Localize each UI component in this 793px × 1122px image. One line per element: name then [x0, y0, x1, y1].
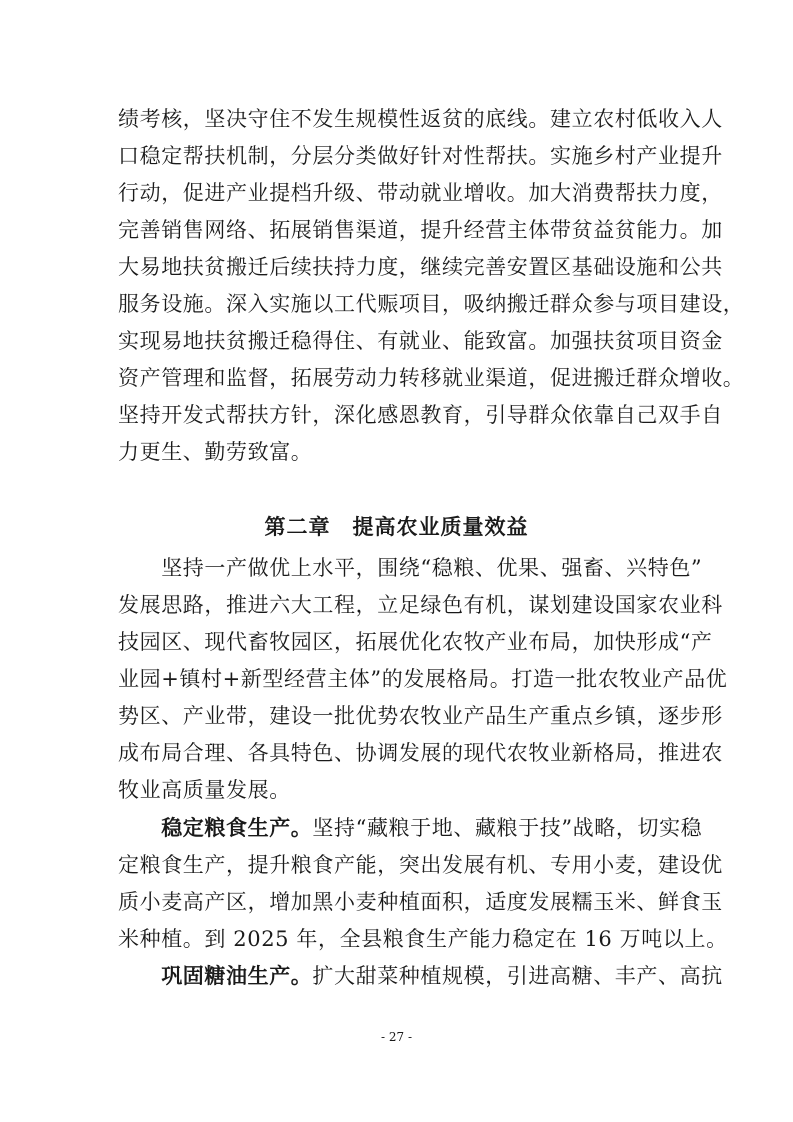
- page-number: - 27 -: [380, 1030, 412, 1044]
- body-line: 口稳定帮扶机制，分层分类做好针对性帮扶。实施乡村产业提升: [118, 144, 723, 168]
- grain-section-title: 稳定粮食生产。: [118, 816, 313, 840]
- sugar-paragraph-first-line: [118, 961, 723, 991]
- body-line: 定粮食生产，提升粮食产能，突出发展有机、专用小麦，建设优: [118, 853, 723, 877]
- body-line: 行动，促进产业提档升级、带动就业增收。加大消费帮扶力度，: [118, 181, 723, 205]
- body-line: 发展思路，推进六大工程，立足绿色有机，谋划建设国家农业科: [118, 593, 723, 617]
- body-line: 实现易地扶贫搬迁稳得住、有就业、能致富。加强扶贫项目资金: [118, 329, 723, 353]
- body-line: 成布局合理、各具特色、协调发展的现代农牧业新格局，推进农: [118, 741, 723, 765]
- body-line: 坚持一产做优上水平，围绕“稳粮、优果、强畜、兴特色”: [118, 556, 703, 580]
- body-line: 质小麦高产区，增加黑小麦种植面积，适度发展糯玉米、鲜食玉: [118, 890, 723, 914]
- sugar-first-line-text: 扩大甜菜种植规模，引进高糖、丰产、高抗: [312, 964, 723, 988]
- body-line: 米种植。到 2025 年，全县粮食生产能力稳定在 16 万吨以上。: [118, 927, 728, 951]
- body-line: 业园+镇村+新型经营主体”的发展格局。打造一批农牧业产品优: [118, 667, 728, 691]
- body-line: 绩考核，坚决守住不发生规模性返贫的底线。建立农村低收入人: [118, 107, 723, 131]
- body-line: 大易地扶贫搬迁后续扶持力度，继续完善安置区基础设施和公共: [118, 255, 723, 279]
- sugar-section-title: 巩固糖油生产。: [118, 964, 313, 988]
- body-line: 势区、产业带，建设一批优势农牧业产品生产重点乡镇，逐步形: [118, 704, 723, 728]
- body-line: 服务设施。深入实施以工代赈项目，吸纳搬迁群众参与项目建设，: [118, 292, 745, 316]
- body-line: 力更生、勤劳致富。: [118, 440, 313, 464]
- chapter-heading: 第二章 提高农业质量效益: [264, 515, 529, 539]
- body-line: 资产管理和监督，拓展劳动力转移就业渠道，促进搬迁群众增收。: [118, 366, 745, 390]
- body-line: 完善销售网络、拓展销售渠道，提升经营主体带贫益贫能力。加: [118, 218, 723, 242]
- body-line: 坚持开发式帮扶方针，深化感恩教育，引导群众依靠自己双手自: [118, 403, 723, 427]
- grain-first-line-text: 坚持“藏粮于地、藏粮于技”战略，切实稳: [312, 816, 703, 840]
- body-line: 技园区、现代畜牧园区，拓展优化农牧产业布局，加快形成“产: [118, 630, 713, 654]
- body-line: 牧业高质量发展。: [118, 778, 291, 802]
- grain-paragraph-first-line: [118, 813, 703, 843]
